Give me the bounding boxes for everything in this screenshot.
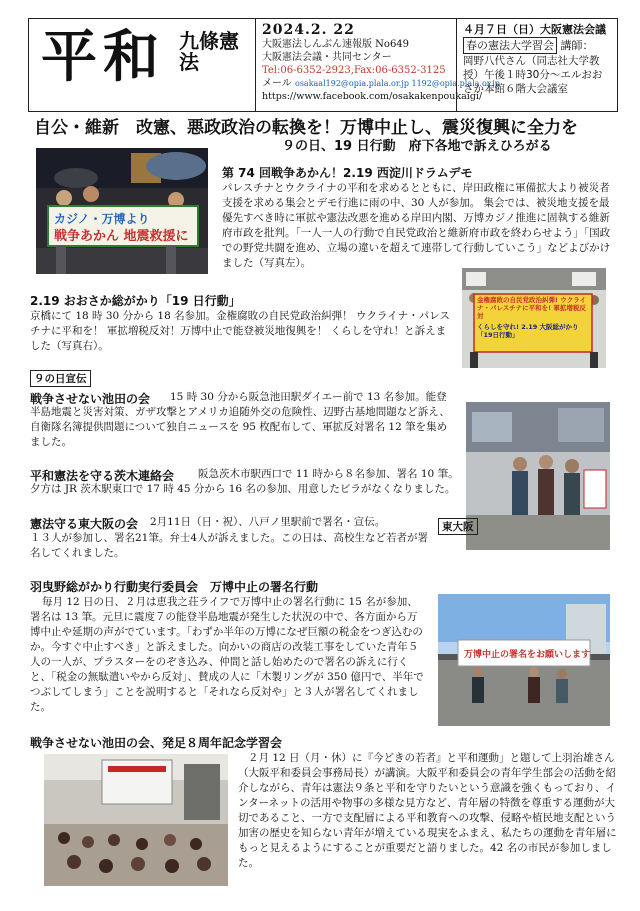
article-kyobashi-title: 2.19 おおさか総がかり「19 日行動」	[30, 294, 241, 308]
ikeda-study-image	[44, 754, 228, 886]
mail-line	[262, 77, 500, 90]
article-higashiosaka-title: 憲法守る東大阪の会	[30, 517, 139, 531]
headline: 自公・維新 改憲、悪政政治の転換を！万博中止し、震災復興に全力を	[34, 118, 578, 138]
article-kyobashi-body: 京橋にて 18 時 30 分から 18 名参加。金権腐敗の自民党政治糾弾！ ウクライナ・パレスチナに平和を！ 軍拡増税反対！万博中止で能登被災地復興を！ くらしを守れ！と訴えました（写真右）。	[30, 310, 450, 352]
article-higashiosaka-date: 2月11日（日・祝）、八戸ノ里駅前で署名・宣伝。	[150, 516, 386, 528]
article-ikeda-body: 15 時 30 分から阪急池田駅ダイエー前で 13 名参加。能登半島地震と災害対策、ガザ攻撃とアメリカ追随外交の危険性、辺野古基地問題など訴え、自衛隊名簿提供問題について独自ニュースを 95 枚配布して、軍拡反対署名 12 筆を集めました。	[30, 391, 450, 448]
article-ikeda-study-title: 戦争させない池田の会、発足８周年記念学習会	[30, 736, 283, 750]
habikino-image	[438, 594, 610, 726]
article-drum-demo-title: 第 74 回戦争あかん！2.19 西淀川ドラムデモ	[222, 166, 473, 180]
higashiosaka-tag: 東大阪	[438, 518, 478, 535]
masthead	[28, 18, 256, 112]
article-habikino-title: 羽曳野総がかり行動実行委員会 万博中止の署名行動	[30, 580, 319, 594]
photo-drum-demo	[36, 148, 208, 274]
masthead-title: 平和	[41, 24, 165, 90]
article-higashiosaka-body: １３人が参加し、署名21筆。弁士4人が訴えました。この日は、高校生など若者が署名してくれました。	[30, 532, 429, 559]
svg-text:カジノ・万博より: カジノ・万博より	[54, 212, 150, 226]
event-speaker-tag: 講師：	[560, 39, 594, 52]
event-label: 春の憲法大学習会	[463, 37, 557, 54]
issue-date: 2024.2. 22	[262, 22, 355, 38]
event-date: ４月７日（日）大阪憲法会議	[463, 23, 606, 36]
facebook-link[interactable]: https://www.facebook.com/osakakenpoukaigi/	[262, 91, 483, 102]
event-notice	[456, 18, 618, 112]
tel-fax: Tel:06-6352-2923,Fax:06-6352-3125	[262, 65, 446, 76]
article-drum-demo-body: パレスチナとウクライナの平和を求めるとともに、岸田政権に軍備拡大より被災者支援を求める集会とデモ行進に雨の中、30 人が参加。 集会では、被災地支援を最優先すべき時に軍拡や憲法改悪を進める岸田内閣、万博カジノ推進に固執する維新府市政を批判。「一人一人の行動で自民党政治と維新府市政を終わらせよう」「国政での野党共闘を進め、立場の違いを超えて連帯して行動していこう」などよびかけました（写真左）。	[222, 182, 611, 269]
article-ibaraki-body: 阪急茨木市駅西口で 11 時から８名参加、署名 10 筆。夕方は JR 茨木駅東口で 17 時 45 分から 16 名の参加、用意したビラがなくなりました。	[30, 468, 459, 495]
section-label-9day: ９の日宣伝	[30, 370, 91, 387]
subheadline: ９の日、19 日行動 府下各地で訴えひろがる	[282, 139, 552, 154]
ikeda-street-image	[466, 402, 610, 550]
article-ibaraki-title: 平和憲法を守る茨木連絡会	[30, 469, 175, 483]
publication-name: 大阪憲法しんぶん速報版 No649	[262, 39, 410, 50]
svg-text:万博中止の署名をお願いします: 万博中止の署名をお願いします	[464, 650, 591, 660]
event-speaker: 岡野八代さん（同志社大学教授）午後１時30分～エルおおさか本館６階大会議室	[463, 55, 603, 95]
organization-name: 大阪憲法会議・共同センター	[262, 52, 392, 63]
photo-kyobashi-action	[462, 268, 606, 368]
masthead-side-title: 九條憲法	[179, 29, 239, 74]
article-ikeda-title: 戦争させない池田の会	[30, 392, 151, 406]
photo-ikeda-study	[44, 754, 228, 886]
kyobashi-image: 金権腐敗の自民党政治糾弾! ウクライナ・パレスチナに平和を! 軍拡増税反対 くらしを守れ! 2.19 大阪総がかり「19日行動」	[462, 268, 606, 368]
article-habikino-body: 毎月 12 日の日、２月は恵我之荘ライフで万博中止の署名行動に 15 名が参加、署名は 13 筆。元旦に震度７の能登半島地震が発生した状況の中で、各方面から万博中止や延期の声がでています。「わずか半年の万博になぜ巨額の税金をつぎ込むのか。今すぐ中止すべき」と訴えました。向かいの商店の改装工事をしていた青年５人の一人が、プラスターをのぞき込み、仲間と話し始めたので署名の訴えに行くと、「税金の無駄遣いやから反対」、賛成の人に「木製リングが 350 億円で、半年でつぶしてしまう」ことを説明すると「それなら反対や」と３人が署名してくれました。	[30, 596, 424, 713]
issue-info	[256, 18, 500, 112]
drum-demo-image	[36, 148, 208, 274]
svg-text:戦争あかん 地震救援に: 戦争あかん 地震救援に	[54, 229, 189, 244]
photo-ikeda-street	[466, 402, 610, 550]
article-ikeda-study-body: ２月 12 日（月・休）に『今どきの若者』と平和運動」と題して上羽治雄さん（大阪平和委員会事務局長）が講演。大阪平和委員会の青年学生部会の活動を紹介しながら、青年は憲法９条と平和を守りたいという意識を強くもっており、インターネットの活用や物事の多様な見方など、青年層の特徴を尊重する運動が大切であること、一方で支配層による平和教育への攻撃、侵略や植民地支配という加害の歴史を知らない青年が増えている現実をふまえ、私たちの運動を青年層にもっと見えるようにすることが重要だと語りました。42 名の市民が参加しました。	[238, 752, 617, 869]
mail-link[interactable]: osakaal192@opia.plala.or.jp 1192@opia.plala.or.jp	[295, 79, 500, 88]
mail-label: メール	[262, 78, 292, 89]
photo-habikino-signature	[438, 594, 610, 726]
